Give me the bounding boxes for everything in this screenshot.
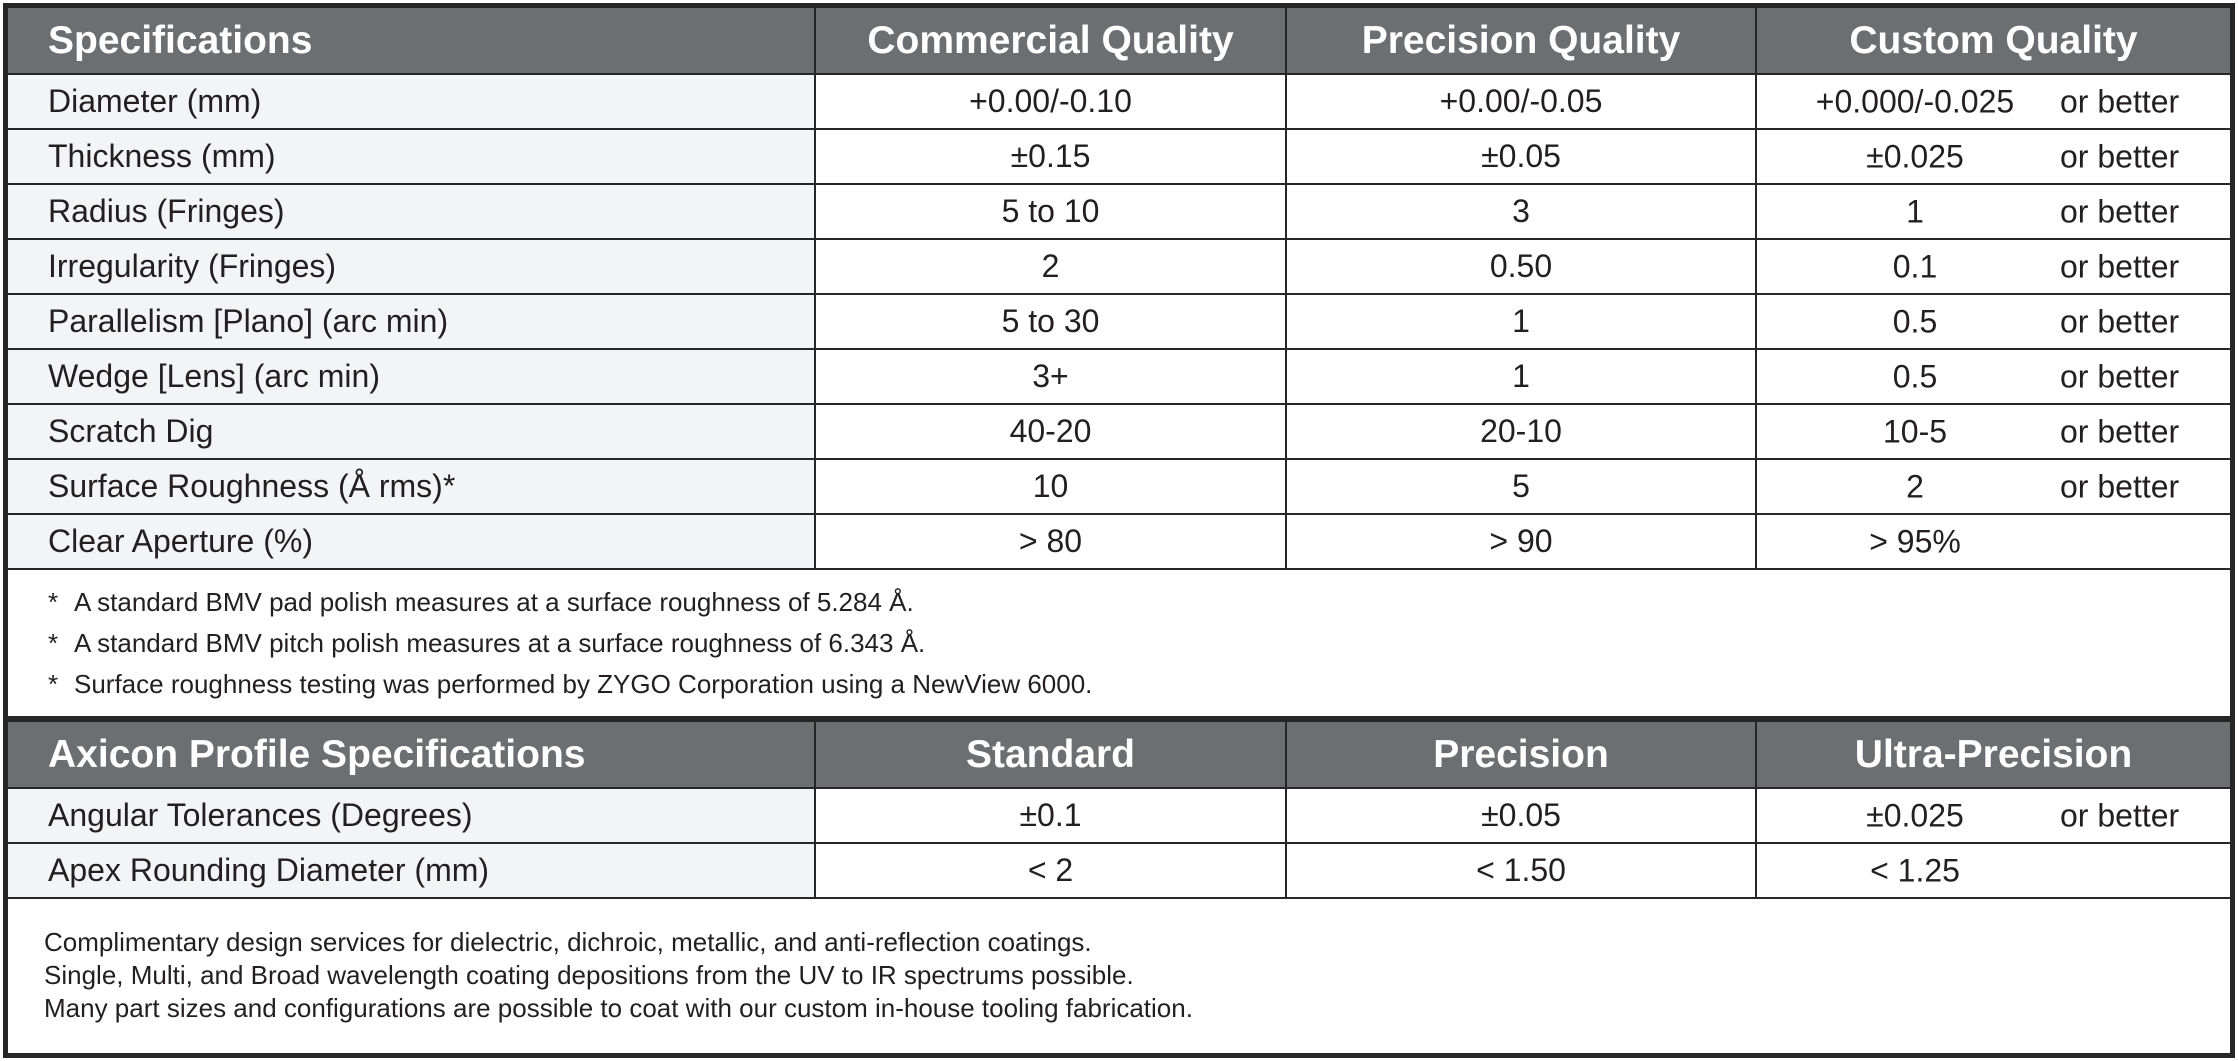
cell-precision: 5 <box>1286 459 1756 514</box>
row-label: Diameter (mm) <box>8 74 815 129</box>
cell-precision: ±0.05 <box>1286 788 1756 843</box>
cell-custom <box>1756 184 2230 239</box>
row-label: Surface Roughness (Å rms)* <box>8 459 815 514</box>
header-precision: Precision <box>1286 722 1756 788</box>
cell-custom <box>1756 294 2230 349</box>
cell-commercial: 5 to 30 <box>815 294 1286 349</box>
cell-custom <box>1756 404 2230 459</box>
or-better-note: or better <box>2060 138 2180 174</box>
cell-ultra <box>1756 788 2230 843</box>
header-ultra-precision: Ultra-Precision <box>1756 722 2230 788</box>
cell-precision: 1 <box>1286 294 1756 349</box>
cell-commercial: 5 to 10 <box>815 184 1286 239</box>
cell-custom <box>1756 349 2230 404</box>
cell-precision: > 90 <box>1286 514 1756 569</box>
cell-value: 0.5 <box>1892 303 1938 339</box>
or-better-note: or better <box>2060 468 2180 504</box>
cell-value: 10-5 <box>1882 413 1948 449</box>
table-row <box>8 514 2230 569</box>
cell-precision: ±0.05 <box>1286 129 1756 184</box>
cell-custom <box>1756 514 2230 569</box>
cell-precision: 20-10 <box>1286 404 1756 459</box>
footnote: * Surface roughness testing was performed by ZYGO Corporation using a NewView 6000. <box>48 664 2230 705</box>
cell-precision: 0.50 <box>1286 239 1756 294</box>
cell-value: ±0.025 <box>1866 797 1964 833</box>
specifications-body <box>8 74 2230 569</box>
row-label: Clear Aperture (%) <box>8 514 815 569</box>
cell-value: 1 <box>1906 193 1924 229</box>
footnote: * A standard BMV pitch polish measures at a surface roughness of 6.343 Å. <box>48 623 2230 664</box>
row-label: Irregularity (Fringes) <box>8 239 815 294</box>
or-better-note: or better <box>2060 193 2180 229</box>
row-label: Parallelism [Plano] (arc min) <box>8 294 815 349</box>
cell-standard: ±0.1 <box>815 788 1286 843</box>
cell-commercial: ±0.15 <box>815 129 1286 184</box>
cell-standard: < 2 <box>815 843 1286 898</box>
footnote: * A standard BMV pad polish measures at a surface roughness of 5.284 Å. <box>48 582 2230 623</box>
cell-precision: 3 <box>1286 184 1756 239</box>
specifications-header-row <box>8 8 2230 74</box>
cell-commercial: 2 <box>815 239 1286 294</box>
cell-commercial: 10 <box>815 459 1286 514</box>
header-axicon-profile-specifications: Axicon Profile Specifications <box>8 722 815 788</box>
axicon-body <box>8 788 2230 898</box>
table-row <box>8 129 2230 184</box>
footnote-marker: * <box>48 628 59 658</box>
table-row <box>8 294 2230 349</box>
cell-value: +0.000/-0.025 <box>1815 83 2015 119</box>
spec-sheet <box>3 3 2235 1058</box>
cell-value: 0.5 <box>1892 358 1938 394</box>
axicon-table <box>8 722 2230 899</box>
cell-value: < 1.25 <box>1870 852 1960 888</box>
coating-notes <box>8 899 2230 1025</box>
row-label: Wedge [Lens] (arc min) <box>8 349 815 404</box>
table-row <box>8 459 2230 514</box>
footnote-marker: * <box>48 669 59 699</box>
header-standard: Standard <box>815 722 1286 788</box>
cell-commercial: > 80 <box>815 514 1286 569</box>
table-row <box>8 239 2230 294</box>
row-label: Apex Rounding Diameter (mm) <box>8 843 815 898</box>
table-row <box>8 184 2230 239</box>
cell-custom <box>1756 459 2230 514</box>
row-label: Angular Tolerances (Degrees) <box>8 788 815 843</box>
cell-custom <box>1756 74 2230 129</box>
table-row <box>8 404 2230 459</box>
row-label: Radius (Fringes) <box>8 184 815 239</box>
table-row <box>8 349 2230 404</box>
row-label: Thickness (mm) <box>8 129 815 184</box>
header-specifications: Specifications <box>8 8 815 74</box>
cell-commercial: 40-20 <box>815 404 1286 459</box>
cell-precision: 1 <box>1286 349 1756 404</box>
or-better-note: or better <box>2060 413 2180 449</box>
coating-note: Complimentary design services for dielectric, dichroic, metallic, and anti-reflection coatings. <box>44 927 1092 957</box>
header-commercial-quality: Commercial Quality <box>815 8 1286 74</box>
header-custom-quality: Custom Quality <box>1756 8 2230 74</box>
cell-custom <box>1756 239 2230 294</box>
cell-precision: < 1.50 <box>1286 843 1756 898</box>
specifications-table <box>8 8 2230 570</box>
cell-value: 2 <box>1906 468 1924 504</box>
axicon-header-row <box>8 722 2230 788</box>
or-better-note: or better <box>2060 303 2180 339</box>
coating-note: Many part sizes and configurations are possible to coat with our custom in-house tooling fabrication. <box>44 993 1193 1023</box>
or-better-note: or better <box>2060 358 2180 394</box>
table-row <box>8 843 2230 898</box>
table-row <box>8 788 2230 843</box>
row-label: Scratch Dig <box>8 404 815 459</box>
cell-precision: +0.00/-0.05 <box>1286 74 1756 129</box>
or-better-note: or better <box>2060 797 2180 833</box>
coating-note: Single, Multi, and Broad wavelength coating depositions from the UV to IR spectrums possible. <box>44 960 1134 990</box>
or-better-note: or better <box>2060 248 2180 284</box>
header-precision-quality: Precision Quality <box>1286 8 1756 74</box>
cell-custom <box>1756 129 2230 184</box>
table-row <box>8 74 2230 129</box>
cell-commercial: +0.00/-0.10 <box>815 74 1286 129</box>
footnote-marker: * <box>48 587 59 617</box>
or-better-note: or better <box>2060 83 2180 119</box>
cell-ultra <box>1756 843 2230 898</box>
cell-value: 0.1 <box>1892 248 1938 284</box>
cell-commercial: 3+ <box>815 349 1286 404</box>
footnotes <box>8 570 2230 722</box>
cell-value: ±0.025 <box>1866 138 1964 174</box>
cell-value: > 95% <box>1869 523 1961 559</box>
